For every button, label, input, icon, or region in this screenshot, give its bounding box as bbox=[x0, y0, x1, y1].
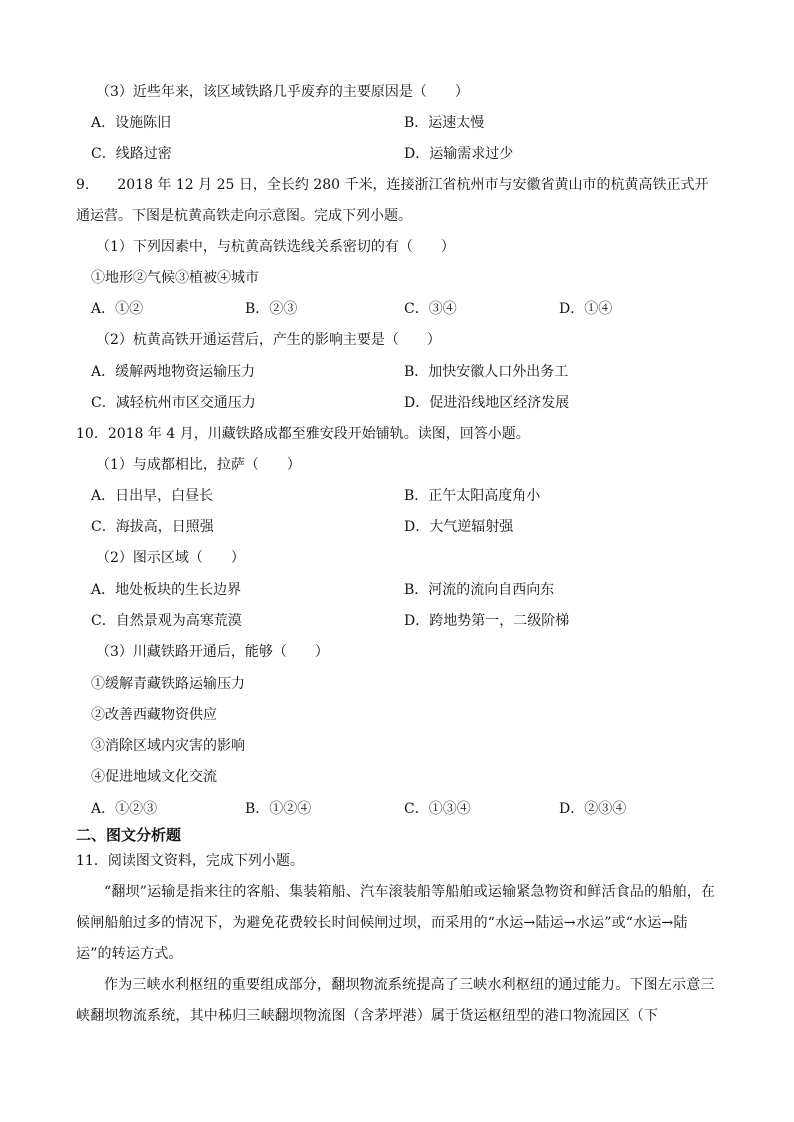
q10-sub2-option-a: A．地处板块的生长边界 bbox=[91, 582, 242, 598]
q10-sub3-item-3: ③消除区域内灾害的影响 bbox=[91, 738, 245, 754]
q8-sub3-stem: （3）近些年来，该区域铁路几乎废弃的主要原因是（ ） bbox=[96, 84, 469, 100]
q10-sub2-option-b: B．河流的流向自西向东 bbox=[404, 582, 555, 598]
q9-sub1-option-a: A．①② bbox=[91, 301, 144, 317]
q9-stem: 9. 2018 年 12 月 25 日，全长约 280 千米，连接浙江省杭州市与安徽省黄山市的杭黄高铁正式开 bbox=[76, 177, 709, 193]
q9-sub2-option-b: B．加快安徽人口外出务工 bbox=[404, 364, 569, 380]
q11-paragraph-2: 作为三峡水利枢纽的重要组成部分，翻坝物流系统提高了三峡水利枢纽的通过能力。下图左示意三峡翻坝物流系统，其中秭归三峡翻坝物流图（含茅坪港）属于货运枢纽型的港口物流园区（下 bbox=[76, 977, 715, 1024]
q8-sub3-option-a: A．设施陈旧 bbox=[91, 115, 172, 131]
q9-sub2-option-d: D．促进沿线地区经济发展 bbox=[404, 395, 570, 411]
q9-sub1-option-c: C．③④ bbox=[404, 301, 457, 317]
q9-sub1-option-d: D．①④ bbox=[559, 301, 613, 317]
q10-sub1-option-a: A．日出早，白昼长 bbox=[91, 488, 214, 504]
q10-sub1-option-d: D．大气逆辐射强 bbox=[404, 519, 514, 535]
q10-sub3-item-2: ②改善西藏物资供应 bbox=[91, 707, 217, 723]
q10-sub2-option-d: D．跨地势第一，二级阶梯 bbox=[404, 613, 570, 629]
q11-paragraph-1: “翻坝”运输是指来往的客船、集装箱船、汽车滚装船等船舶或运输紧急物资和鲜活食品的船舶，在候闸船舶过多的情况下，为避免花费较长时间候闸过坝，而采用的“水运→陆运→水运”或“水运→陆运”的转运方式。 bbox=[76, 884, 716, 962]
q10-sub3-option-c: C．①③④ bbox=[404, 801, 471, 817]
q10-sub2-stem: （2）图示区域（ ） bbox=[96, 550, 245, 566]
q11-stem: 11．阅读图文资料，完成下列小题。 bbox=[76, 853, 304, 869]
q10-sub1-option-c: C．海拔高，日照强 bbox=[91, 519, 214, 535]
q8-sub3-option-c: C．线路过密 bbox=[91, 146, 172, 162]
q10-sub3-option-a: A．①②③ bbox=[91, 801, 158, 817]
q9-sub2-option-a: A．缓解两地物资运输压力 bbox=[91, 364, 256, 380]
q9-sub1-items: ①地形②气候③植被④城市 bbox=[91, 270, 259, 286]
q8-sub3-option-d: D．运输需求过少 bbox=[404, 146, 514, 162]
q9-sub2-option-c: C．减轻杭州市区交通压力 bbox=[91, 395, 256, 411]
q10-sub1-stem: （1）与成都相比，拉萨（ ） bbox=[96, 457, 301, 473]
q10-sub3-option-d: D．②③④ bbox=[559, 801, 627, 817]
q10-sub3-stem: （3）川藏铁路开通后，能够（ ） bbox=[96, 644, 329, 660]
q9-sub1-stem: （1）下列因素中，与杭黄高铁选线关系密切的有（ ） bbox=[96, 239, 455, 255]
q9-sub1-option-b: B．②③ bbox=[245, 301, 298, 317]
q10-sub3-option-b: B．①②④ bbox=[245, 801, 312, 817]
q8-sub3-option-b: B．运速太慢 bbox=[404, 115, 485, 131]
q9-stem-continued: 通运营。下图是杭黄高铁走向示意图。完成下列小题。 bbox=[76, 208, 412, 224]
q10-sub1-option-b: B．正午太阳高度角小 bbox=[404, 488, 541, 504]
q10-sub3-item-4: ④促进地域文化交流 bbox=[91, 769, 217, 785]
q10-sub2-option-c: C．自然景观为高寒荒漠 bbox=[91, 613, 242, 629]
q10-sub3-item-1: ①缓解青藏铁路运输压力 bbox=[91, 676, 245, 692]
q9-sub2-stem: （2）杭黄高铁开通运营后，产生的影响主要是（ ） bbox=[96, 332, 441, 348]
section-title: 二、图文分析题 bbox=[76, 826, 182, 844]
q10-stem: 10．2018 年 4 月，川藏铁路成都至雅安段开始铺轨。读图，回答小题。 bbox=[76, 426, 530, 442]
